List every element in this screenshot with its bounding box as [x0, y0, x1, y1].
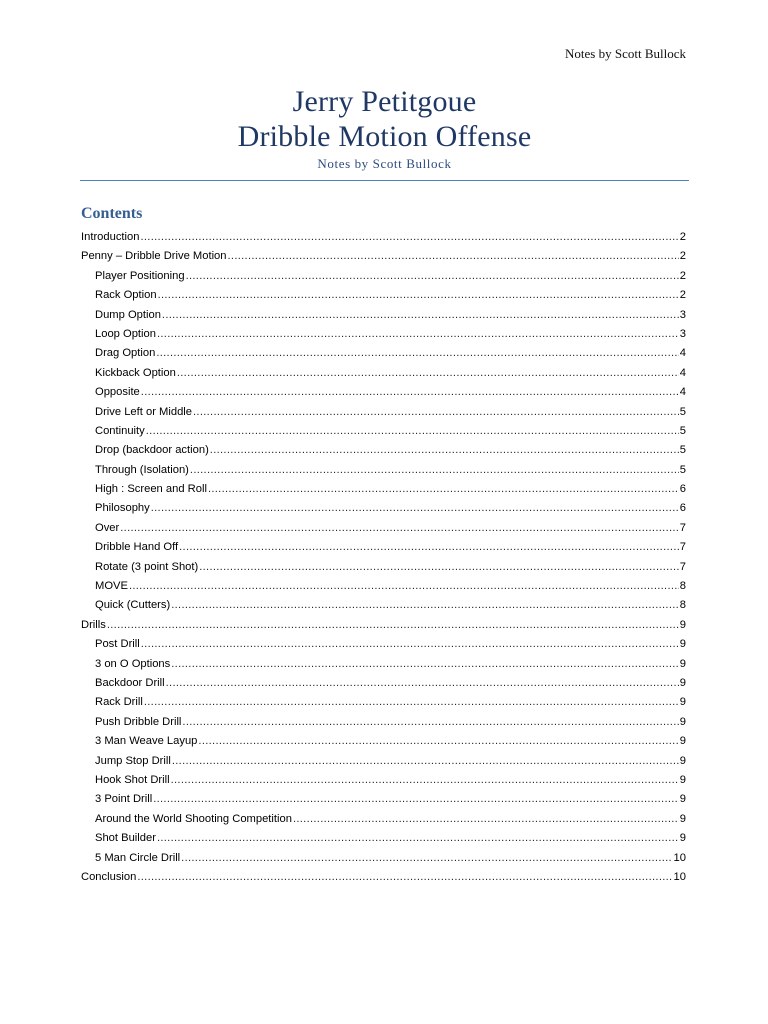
title-line-author: Jerry Petitgoue — [292, 85, 477, 118]
toc-entry-page: 10 — [673, 851, 686, 864]
toc-dot-leader — [144, 693, 679, 712]
toc-entry-page: 7 — [679, 521, 686, 534]
toc-entry[interactable] — [81, 441, 686, 460]
toc-entry[interactable] — [81, 228, 686, 247]
contents-heading: Contents — [81, 205, 143, 222]
toc-entry-page: 2 — [679, 269, 686, 282]
toc-entry-label: Rotate (3 point Shot) — [95, 560, 199, 573]
toc-dot-leader — [181, 849, 672, 868]
toc-entry[interactable] — [81, 247, 686, 266]
toc-dot-leader — [141, 635, 679, 654]
toc-entry-label: Hook Shot Drill — [95, 773, 170, 786]
toc-dot-leader — [162, 306, 679, 325]
title-divider — [80, 180, 689, 181]
toc-dot-leader — [193, 403, 679, 422]
toc-entry-label: Drive Left or Middle — [95, 405, 192, 418]
table-of-contents — [81, 228, 686, 887]
toc-entry-label: Quick (Cutters) — [95, 599, 171, 612]
toc-entry[interactable] — [81, 868, 686, 887]
toc-entry-page: 9 — [679, 754, 686, 767]
toc-entry-page: 9 — [679, 793, 686, 806]
toc-entry-page: 9 — [679, 715, 686, 728]
header-note: Notes by Scott Bullock — [565, 46, 686, 61]
toc-dot-leader — [186, 267, 679, 286]
toc-entry-label: Kickback Option — [95, 366, 176, 379]
toc-entry-page: 9 — [679, 618, 686, 631]
toc-entry[interactable] — [81, 422, 686, 441]
toc-dot-leader — [172, 752, 679, 771]
toc-entry-label: Introduction — [81, 231, 140, 243]
toc-entry-page: 6 — [679, 502, 686, 515]
toc-dot-leader — [182, 713, 678, 732]
toc-entry-label: 5 Man Circle Drill — [95, 851, 181, 864]
toc-entry[interactable] — [81, 480, 686, 499]
toc-entry-page: 5 — [679, 463, 686, 476]
toc-entry-label: Rack Drill — [95, 696, 143, 709]
toc-entry-label: Continuity — [95, 424, 145, 437]
toc-entry[interactable] — [81, 732, 686, 751]
toc-entry-page: 6 — [679, 483, 686, 496]
toc-entry-page: 9 — [679, 812, 686, 825]
toc-dot-leader — [190, 461, 679, 480]
toc-entry-page: 8 — [679, 599, 686, 612]
toc-dot-leader — [107, 616, 679, 635]
toc-entry-label: Player Positioning — [95, 269, 185, 282]
toc-entry-page: 3 — [679, 327, 686, 340]
toc-dot-leader — [208, 480, 679, 499]
toc-entry[interactable] — [81, 713, 686, 732]
toc-entry-label: 3 Man Weave Layup — [95, 735, 198, 748]
toc-entry-page: 9 — [679, 696, 686, 709]
toc-entry-label: Shot Builder — [95, 832, 156, 845]
toc-entry-label: Drills — [81, 618, 106, 631]
toc-entry[interactable] — [81, 810, 686, 829]
toc-dot-leader — [158, 286, 679, 305]
toc-dot-leader — [140, 228, 678, 247]
toc-entry[interactable] — [81, 558, 686, 577]
toc-entry[interactable] — [81, 635, 686, 654]
toc-entry-page: 4 — [679, 366, 686, 379]
toc-entry-page: 7 — [679, 560, 686, 573]
toc-dot-leader — [129, 577, 679, 596]
toc-entry[interactable] — [81, 655, 686, 674]
toc-dot-leader — [151, 499, 679, 518]
toc-entry[interactable] — [81, 538, 686, 557]
toc-entry-label: Dump Option — [95, 308, 161, 321]
toc-entry-page: 9 — [679, 638, 686, 651]
toc-entry[interactable] — [81, 849, 686, 868]
toc-entry-label: Opposite — [95, 386, 140, 399]
toc-dot-leader — [157, 829, 679, 848]
toc-entry-page: 9 — [679, 676, 686, 689]
toc-entry-page: 4 — [679, 386, 686, 399]
toc-entry-page: 9 — [679, 657, 686, 670]
toc-entry-label: MOVE — [95, 580, 128, 593]
toc-entry[interactable] — [81, 344, 686, 363]
toc-dot-leader — [179, 538, 679, 557]
toc-dot-leader — [177, 364, 679, 383]
toc-entry-label: High : Screen and Roll — [95, 483, 207, 496]
document-title — [80, 84, 689, 172]
toc-entry[interactable] — [81, 267, 686, 286]
toc-dot-leader — [166, 674, 679, 693]
toc-entry-page: 4 — [679, 347, 686, 360]
toc-dot-leader — [171, 596, 679, 615]
document-subtitle: Notes by Scott Bullock — [317, 156, 452, 171]
toc-entry-label: Drop (backdoor action) — [95, 444, 209, 457]
toc-entry[interactable] — [81, 596, 686, 615]
toc-dot-leader — [156, 344, 678, 363]
toc-dot-leader — [198, 732, 678, 751]
toc-entry-page: 5 — [679, 444, 686, 457]
toc-entry-label: Post Drill — [95, 638, 140, 651]
toc-entry[interactable] — [81, 577, 686, 596]
toc-entry-page: 5 — [679, 405, 686, 418]
toc-dot-leader — [153, 790, 679, 809]
toc-dot-leader — [157, 325, 679, 344]
toc-entry[interactable] — [81, 499, 686, 518]
toc-entry[interactable] — [81, 383, 686, 402]
toc-entry[interactable] — [81, 461, 686, 480]
toc-entry-page: 2 — [679, 289, 686, 302]
toc-entry-label: Penny – Dribble Drive Motion — [81, 250, 227, 263]
toc-dot-leader — [228, 247, 679, 266]
toc-entry-label: Backdoor Drill — [95, 676, 165, 689]
toc-entry[interactable] — [81, 519, 686, 538]
toc-entry[interactable] — [81, 693, 686, 712]
toc-entry[interactable] — [81, 364, 686, 383]
toc-dot-leader — [146, 422, 679, 441]
toc-entry-page: 7 — [679, 541, 686, 554]
toc-entry-label: Rack Option — [95, 289, 157, 302]
toc-dot-leader — [137, 868, 672, 887]
toc-entry[interactable] — [81, 829, 686, 848]
toc-entry-label: Jump Stop Drill — [95, 754, 171, 767]
toc-entry-label: Through (Isolation) — [95, 463, 189, 476]
toc-entry-page: 2 — [679, 231, 686, 243]
toc-entry[interactable] — [81, 616, 686, 635]
toc-entry-page: 9 — [679, 735, 686, 748]
toc-dot-leader — [171, 771, 679, 790]
toc-entry[interactable] — [81, 325, 686, 344]
toc-entry-label: Loop Option — [95, 327, 156, 340]
toc-entry-page: 8 — [679, 580, 686, 593]
toc-entry-page: 9 — [679, 832, 686, 845]
toc-entry[interactable] — [81, 306, 686, 325]
toc-entry[interactable] — [81, 771, 686, 790]
toc-dot-leader — [293, 810, 679, 829]
toc-entry-label: Drag Option — [95, 347, 156, 360]
toc-dot-leader — [120, 519, 679, 538]
toc-entry-label: Push Dribble Drill — [95, 715, 182, 728]
toc-entry-page: 2 — [679, 250, 686, 263]
title-line-topic: Dribble Motion Offense — [237, 120, 532, 153]
toc-entry[interactable] — [81, 752, 686, 771]
toc-dot-leader — [171, 655, 679, 674]
toc-entry-label: Dribble Hand Off — [95, 541, 179, 554]
toc-entry-page: 5 — [679, 424, 686, 437]
toc-entry[interactable] — [81, 403, 686, 422]
toc-entry-label: 3 Point Drill — [95, 793, 153, 806]
toc-entry-page: 10 — [673, 870, 686, 883]
toc-dot-leader — [141, 383, 679, 402]
toc-entry-label: Conclusion — [81, 870, 137, 883]
toc-entry-page: 3 — [679, 308, 686, 321]
toc-entry-label: Philosophy — [95, 502, 150, 515]
toc-entry-label: Over — [95, 521, 120, 534]
toc-dot-leader — [199, 558, 679, 577]
toc-entry-label: Around the World Shooting Competition — [95, 812, 292, 825]
toc-entry[interactable] — [81, 286, 686, 305]
toc-dot-leader — [210, 441, 679, 460]
toc-entry[interactable] — [81, 790, 686, 809]
toc-entry-page: 9 — [679, 773, 686, 786]
toc-entry[interactable] — [81, 674, 686, 693]
toc-entry-label: 3 on O Options — [95, 657, 171, 670]
